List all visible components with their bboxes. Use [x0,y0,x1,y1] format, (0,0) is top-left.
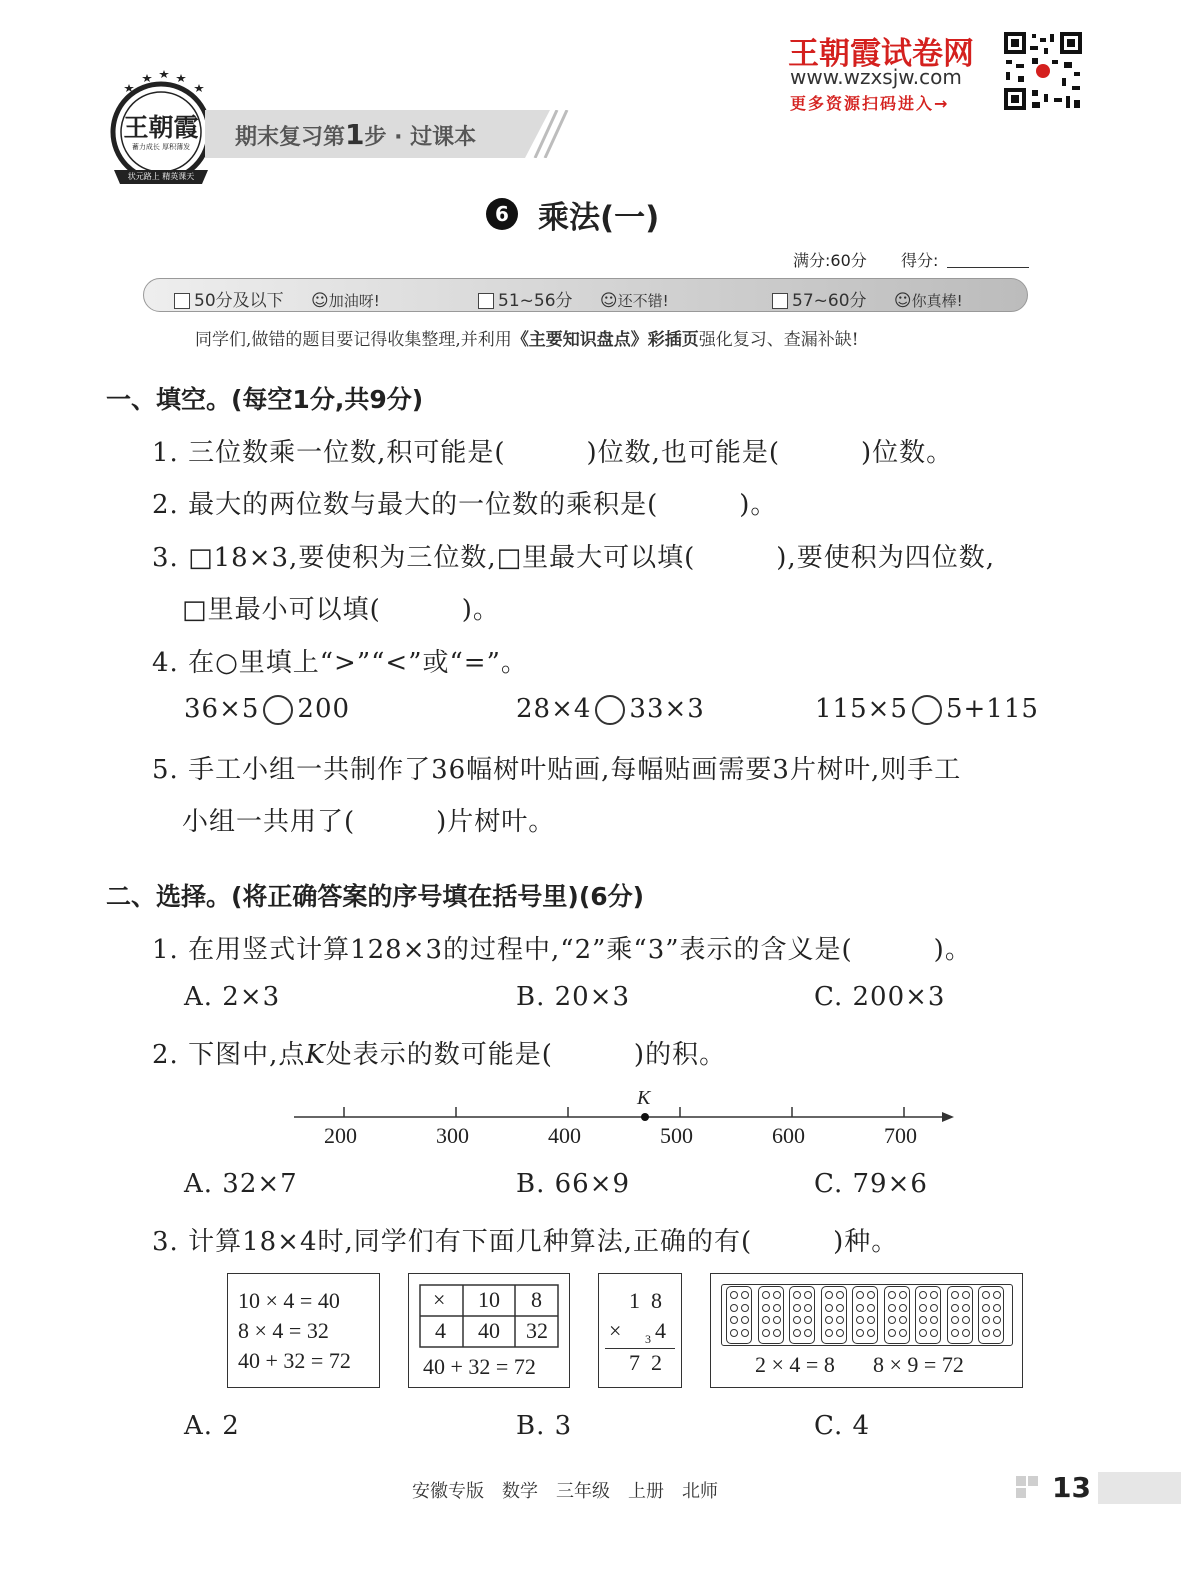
dot [962,1329,970,1337]
point-k: K [637,1087,651,1109]
dot [773,1304,781,1312]
footer-decoration [1014,1474,1054,1504]
full-score-label: 满分:60分 [793,251,867,270]
dot [804,1304,812,1312]
dot [899,1291,907,1299]
dot [730,1291,738,1299]
dot [888,1291,896,1299]
dot [762,1291,770,1299]
dot [741,1291,749,1299]
dot [951,1304,959,1312]
tick-label: 600 [772,1123,805,1148]
question-1-5-line1: 5. 手工小组一共制作了36幅树叶贴画,每幅贴画需要3片树叶,则手工 [152,755,962,785]
dot [888,1316,896,1324]
footer-text: 安徽专版 数学 三年级 上册 北师 [412,1481,718,1502]
question-2-1: 1. 在用竖式计算128×3的过程中,“2”乘“3”表示的含义是( )。 [152,935,972,965]
compare-item-2: 28×4 33×3 [516,694,705,724]
question-1-5-line2: 小组一共用了( )片树叶。 [182,807,556,837]
dot [856,1291,864,1299]
brand-title: 王朝霞试卷网 [788,36,974,72]
tick-label: 400 [548,1123,581,1148]
banner-post: 步 · 过课本 [364,125,477,150]
page-number: 13 [1052,1471,1091,1504]
dot [919,1304,927,1312]
tick-label: 700 [884,1123,917,1148]
dot-card [947,1286,973,1344]
dot [919,1316,927,1324]
dot [919,1291,927,1299]
dot [793,1304,801,1312]
dot [899,1304,907,1312]
checkbox[interactable] [478,293,494,309]
dot [982,1329,990,1337]
dot [741,1304,749,1312]
question-1-1: 1. 三位数乘一位数,积可能是( )位数,也可能是( )位数。 [152,438,954,468]
smile-icon: ☺ [599,291,618,311]
notice-bold: 《主要知识盘点》彩插页 [511,330,699,350]
banner-step-number: 1 [345,118,365,151]
compare-circle[interactable] [595,695,625,725]
option-2-3-b[interactable]: B. 3 [516,1411,573,1441]
review-step-banner [205,110,570,158]
checkbox[interactable] [772,293,788,309]
dot [730,1316,738,1324]
compare-item-1: 36×5 200 [184,694,351,724]
dot [930,1316,938,1324]
option-2-3-c[interactable]: C. 4 [814,1411,871,1441]
dot [856,1316,864,1324]
brand-slogan: 更多资源扫码进入→ [790,94,950,113]
dot [793,1329,801,1337]
dot-cards-illustration [721,1284,1013,1346]
dot [762,1316,770,1324]
dot [825,1329,833,1337]
dot [836,1291,844,1299]
grade-option-1[interactable]: 50分及以下 ☺加油呀! [174,286,380,311]
dot [962,1316,970,1324]
page-title: 乘法(一) [538,200,660,236]
tick-label: 300 [436,1123,469,1148]
dot [993,1291,1001,1299]
dot [804,1329,812,1337]
option-2-2-c[interactable]: C. 79×6 [814,1169,928,1199]
brand-url[interactable]: www.wzxsjw.com [790,65,962,89]
compare-circle[interactable] [263,695,293,725]
dot [825,1291,833,1299]
dot [793,1316,801,1324]
dot-card [884,1286,910,1344]
dot [899,1316,907,1324]
cheer-icon: ☺ [311,291,329,311]
logo-text: 王朝霞 [123,113,199,142]
dot [804,1291,812,1299]
dot [951,1316,959,1324]
dot [867,1304,875,1312]
dot [930,1329,938,1337]
dot [951,1291,959,1299]
dot [930,1291,938,1299]
dot [867,1291,875,1299]
compare-item-3: 115×5 5+115 [815,694,1039,724]
question-2-3: 3. 计算18×4时,同学们有下面几种算法,正确的有( )种。 [152,1227,899,1257]
dot [982,1316,990,1324]
dot-card [915,1286,941,1344]
star-face-icon: ☺ [893,291,912,311]
option-2-1-b[interactable]: B. 20×3 [516,982,631,1012]
grade-option-3[interactable]: 57~60分 ☺你真棒! [772,286,963,311]
dot [773,1316,781,1324]
grade-option-2[interactable]: 51~56分 ☺还不错! [478,286,669,311]
dot [867,1316,875,1324]
dot [867,1329,875,1337]
dot-card [978,1286,1004,1344]
dot [804,1316,812,1324]
dot [793,1291,801,1299]
option-2-1-c[interactable]: C. 200×3 [814,982,946,1012]
dot-card [726,1286,752,1344]
section2-title: 二、选择。(将正确答案的序号填在括号里)(6分) [106,882,645,911]
section1-title: 一、填空。(每空1分,共9分) [106,385,424,414]
method-box-1: 10 × 4 = 40 8 × 4 = 32 40 + 32 = 72 [227,1273,380,1388]
dot [982,1291,990,1299]
dot [741,1329,749,1337]
dot [762,1304,770,1312]
dot [888,1329,896,1337]
qr-code[interactable] [1002,30,1084,112]
compare-circle[interactable] [912,695,942,725]
method-box-2: × 10 8 4 40 32 40 + 32 = 72 [408,1273,570,1388]
dot [773,1329,781,1337]
dot [888,1304,896,1312]
option-2-2-b[interactable]: B. 66×9 [516,1169,631,1199]
dot [919,1329,927,1337]
dot [825,1304,833,1312]
page-number-bar [1098,1472,1181,1504]
dot-card [758,1286,784,1344]
dot [836,1304,844,1312]
dot [982,1304,990,1312]
dot [730,1304,738,1312]
logo-ribbon-text: 状元路上 精英课天 [127,172,195,181]
dot-card [789,1286,815,1344]
dot [836,1329,844,1337]
dot [962,1291,970,1299]
dot [730,1329,738,1337]
dot [993,1304,1001,1312]
dot [825,1316,833,1324]
review-notice: 同学们,做错的题目要记得收集整理,并利用《主要知识盘点》彩插页强化复习、查漏补缺! [195,330,859,350]
dot [962,1304,970,1312]
number-line [290,1085,960,1155]
question-1-2: 2. 最大的两位数与最大的一位数的乘积是( )。 [152,490,778,520]
dot [856,1329,864,1337]
logo-subtext: 蓄力成长 厚积薄发 [131,143,191,151]
question-1-3-line2: □里最小可以填( )。 [182,595,500,625]
question-1-3-line1: 3. □18×3,要使积为三位数,□里最大可以填( ),要使积为四位数, [152,543,995,573]
method-box-3: 1 8 × 3 4 7 2 [598,1273,682,1388]
dot [856,1304,864,1312]
dot [762,1329,770,1337]
point-k-label: K [305,1040,326,1070]
chapter-number-badge: 6 [486,198,518,230]
dot [951,1329,959,1337]
dot [741,1316,749,1324]
option-2-2-a[interactable]: A. 32×7 [184,1169,298,1199]
dot [930,1304,938,1312]
score-label: 得分: [901,251,939,270]
dot [993,1329,1001,1337]
dot [836,1316,844,1324]
option-2-3-a[interactable]: A. 2 [184,1411,240,1441]
area-model-grid: × 10 8 4 40 32 [419,1284,559,1348]
question-2-2: 2. 下图中,点K处表示的数可能是( )的积。 [152,1040,727,1070]
vertical-calc-line [605,1348,675,1349]
logo-badge [106,70,216,188]
checkbox[interactable] [174,293,190,309]
dot-card [852,1286,878,1344]
dot-card [821,1286,847,1344]
dot [899,1329,907,1337]
tick-label: 500 [660,1123,693,1148]
question-1-4: 4. 在○里填上“>”“<”或“=”。 [152,648,528,678]
tick-label: 200 [324,1123,357,1148]
banner-pre: 期末复习第 [235,125,346,150]
method-box-4: 2 × 4 = 8 8 × 9 = 72 [710,1273,1023,1388]
option-2-1-a[interactable]: A. 2×3 [184,982,281,1012]
score-blank[interactable] [947,267,1029,268]
dot [773,1291,781,1299]
dot [993,1316,1001,1324]
